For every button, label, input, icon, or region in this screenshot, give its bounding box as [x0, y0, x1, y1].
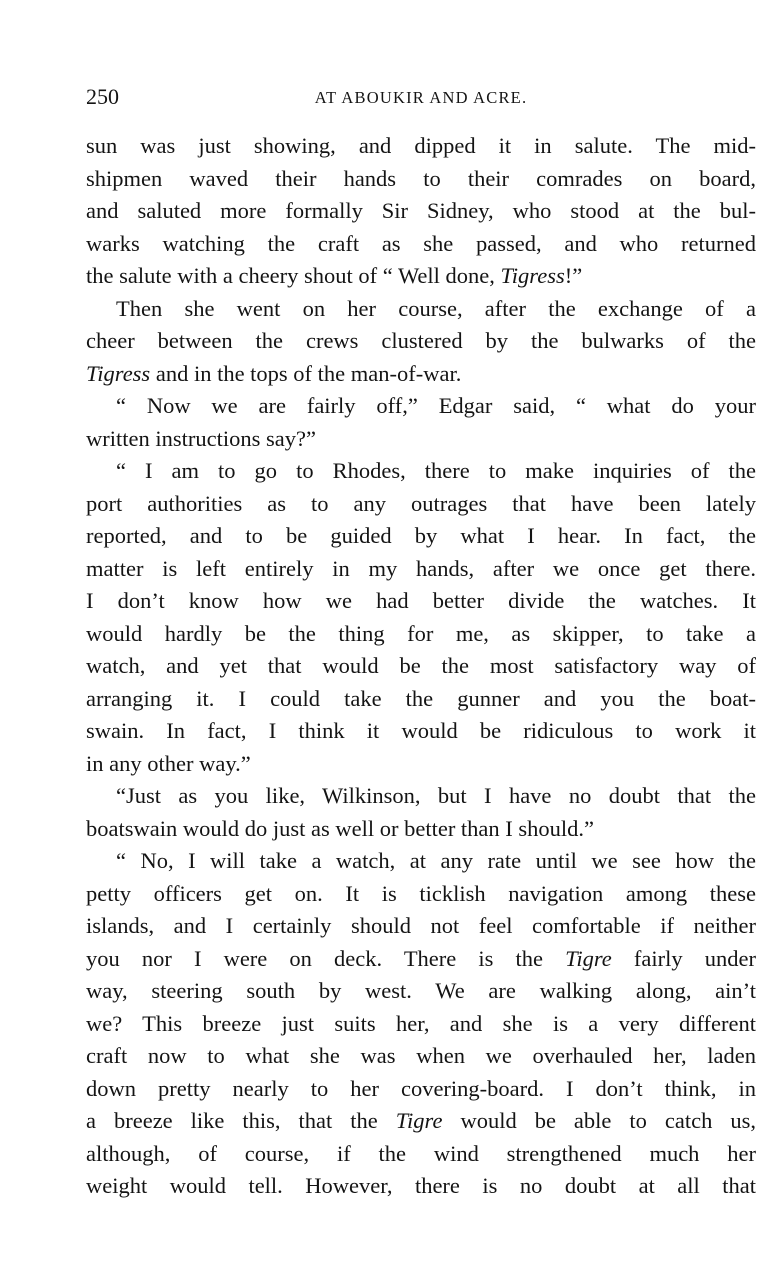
- text-line: petty officers get on. It is ticklish navigation among these: [86, 880, 756, 906]
- body-text: [86, 130, 756, 1203]
- text-line: [86, 260, 756, 293]
- line-text: the salute with a cheery shout of “ Well done,: [86, 263, 501, 288]
- text-line: matter is left entirely in my hands, after we once get there.: [86, 555, 756, 581]
- text-line: boatswain would do just as well or better than I should.”: [86, 815, 595, 841]
- text-line: reported, and to be guided by what I hear. In fact, the: [86, 523, 756, 548]
- running-head: AT ABOUKIR AND ACRE.: [314, 88, 528, 107]
- italic-ship-name: Tigress: [500, 263, 565, 288]
- line-text: would be able to catch us,: [442, 1108, 756, 1133]
- text-line: “ No, I will take a watch, at any rate until we see how the: [116, 848, 756, 873]
- text-line: in any other way.”: [86, 750, 251, 776]
- text-line: “ Now we are fairly off,” Edgar said, “ what do your: [116, 393, 756, 418]
- text-line: down pretty nearly to her covering-board. I don’t think, in: [86, 1075, 756, 1101]
- text-line: although, of course, if the wind strengthened much her: [86, 1140, 756, 1166]
- text-line: “Just as you like, Wilkinson, but I have no doubt that the: [116, 783, 756, 808]
- text-line: I don’t know how we had better divide the watches. It: [86, 588, 756, 613]
- text-line: port authorities as to any outrages that have been lately: [86, 490, 756, 516]
- page-header: [86, 82, 756, 114]
- text-line: swain. In fact, I think it would be ridiculous to work it: [86, 718, 756, 743]
- line-text: !”: [564, 263, 583, 288]
- line-text: and in the tops of the man-of-war.: [150, 360, 462, 386]
- text-line: “ I am to go to Rhodes, there to make inquiries of the: [116, 458, 756, 483]
- line-text: you nor I were on deck. There is the: [86, 945, 566, 971]
- text-line: we? This breeze just suits her, and she is a very different: [86, 1010, 756, 1036]
- italic-ship-name: Tigress: [86, 360, 151, 386]
- text-line: Then she went on her course, after the exchange of a: [116, 295, 756, 321]
- text-line: weight would tell. However, there is no doubt at all that: [86, 1173, 756, 1198]
- text-line: and saluted more formally Sir Sidney, who stood at the bul-: [86, 198, 756, 223]
- text-line: cheer between the crews clustered by the bulwarks of the: [86, 328, 756, 353]
- line-text: fairly under: [611, 945, 756, 971]
- text-line: craft now to what she was when we overhauled her, laden: [86, 1043, 756, 1068]
- text-line: arranging it. I could take the gunner and you the boat-: [86, 685, 756, 711]
- text-line: [86, 358, 756, 391]
- text-line: [86, 943, 756, 976]
- text-line: shipmen waved their hands to their comrades on board,: [86, 165, 756, 191]
- page-number: 250: [86, 84, 119, 109]
- italic-ship-name: Tigre: [395, 1108, 443, 1133]
- text-line: islands, and I certainly should not feel comfortable if neither: [86, 913, 756, 938]
- text-line: watch, and yet that would be the most satisfactory way of: [86, 653, 756, 678]
- text-line: would hardly be the thing for me, as skipper, to take a: [86, 620, 756, 646]
- text-line: written instructions say?”: [86, 425, 316, 451]
- text-line: sun was just showing, and dipped it in salute. The mid-: [86, 133, 756, 158]
- text-line: way, steering south by west. We are walking along, ain’t: [86, 978, 756, 1003]
- line-text: a breeze like this, that the: [86, 1108, 396, 1133]
- italic-ship-name: Tigre: [565, 945, 612, 971]
- text-line: [86, 1105, 756, 1138]
- text-line: warks watching the craft as she passed, and who returned: [86, 230, 756, 256]
